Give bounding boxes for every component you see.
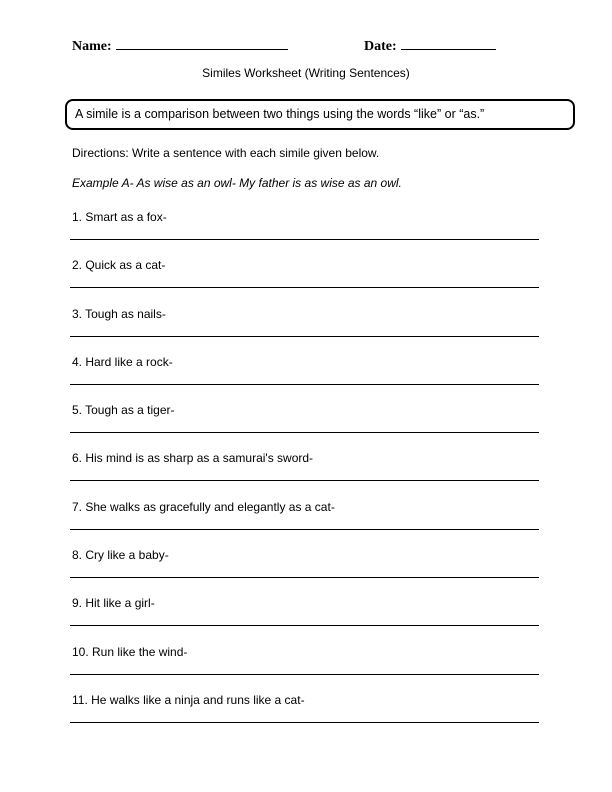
directions-text: Directions: Write a sentence with each simile given below. xyxy=(72,146,380,160)
exercise-item xyxy=(72,354,540,402)
exercise-prompt: 1. Smart as a fox- xyxy=(72,210,167,224)
exercise-item xyxy=(72,209,540,257)
exercise-prompt: 8. Cry like a baby- xyxy=(72,548,169,563)
exercise-item xyxy=(72,257,540,305)
date-label: Date: xyxy=(364,39,397,54)
exercise-prompt: 5. Tough as a tiger- xyxy=(72,403,175,418)
worksheet-title: Similes Worksheet (Writing Sentences) xyxy=(202,66,410,80)
exercise-list xyxy=(72,209,540,740)
exercise-prompt: 10. Run like the wind- xyxy=(72,644,188,659)
exercise-item xyxy=(72,547,540,595)
answer-line[interactable] xyxy=(70,625,539,626)
answer-line[interactable] xyxy=(70,336,539,337)
answer-line[interactable] xyxy=(70,722,539,723)
exercise-item xyxy=(72,692,540,740)
exercise-item xyxy=(72,644,540,692)
exercise-prompt: 6. His mind is as sharp as a samurai's sword- xyxy=(72,451,314,466)
exercise-item xyxy=(72,450,540,498)
example-text: Example A- As wise as an owl- My father is as wise as an owl. xyxy=(72,176,402,190)
exercise-prompt: 4. Hard like a rock- xyxy=(72,354,173,369)
answer-line[interactable] xyxy=(70,577,539,578)
answer-line[interactable] xyxy=(70,239,539,240)
exercise-item xyxy=(72,306,540,354)
exercise-prompt: 7. She walks as gracefully and elegantly as a cat- xyxy=(72,499,335,514)
answer-line[interactable] xyxy=(70,480,539,481)
name-blank-line[interactable] xyxy=(116,36,288,50)
date-blank-line[interactable] xyxy=(401,36,496,50)
date-field xyxy=(364,36,496,56)
exercise-prompt: 9. Hit like a girl- xyxy=(72,596,155,611)
exercise-item xyxy=(72,499,540,547)
definition-box: A simile is a comparison between two things using the words “like” or “as.” xyxy=(65,99,575,130)
exercise-prompt: 3. Tough as nails- xyxy=(72,306,166,321)
answer-line[interactable] xyxy=(70,674,539,675)
name-label: Name: xyxy=(72,39,112,54)
exercise-prompt: 2. Quick as a cat- xyxy=(72,258,166,273)
answer-line[interactable] xyxy=(70,529,539,530)
answer-line[interactable] xyxy=(70,287,539,288)
answer-line[interactable] xyxy=(70,384,539,385)
exercise-item xyxy=(72,402,540,450)
exercise-prompt: 11. He walks like a ninja and runs like a cat- xyxy=(72,692,305,707)
answer-line[interactable] xyxy=(70,432,539,433)
name-field xyxy=(72,36,288,56)
exercise-item xyxy=(72,595,540,643)
